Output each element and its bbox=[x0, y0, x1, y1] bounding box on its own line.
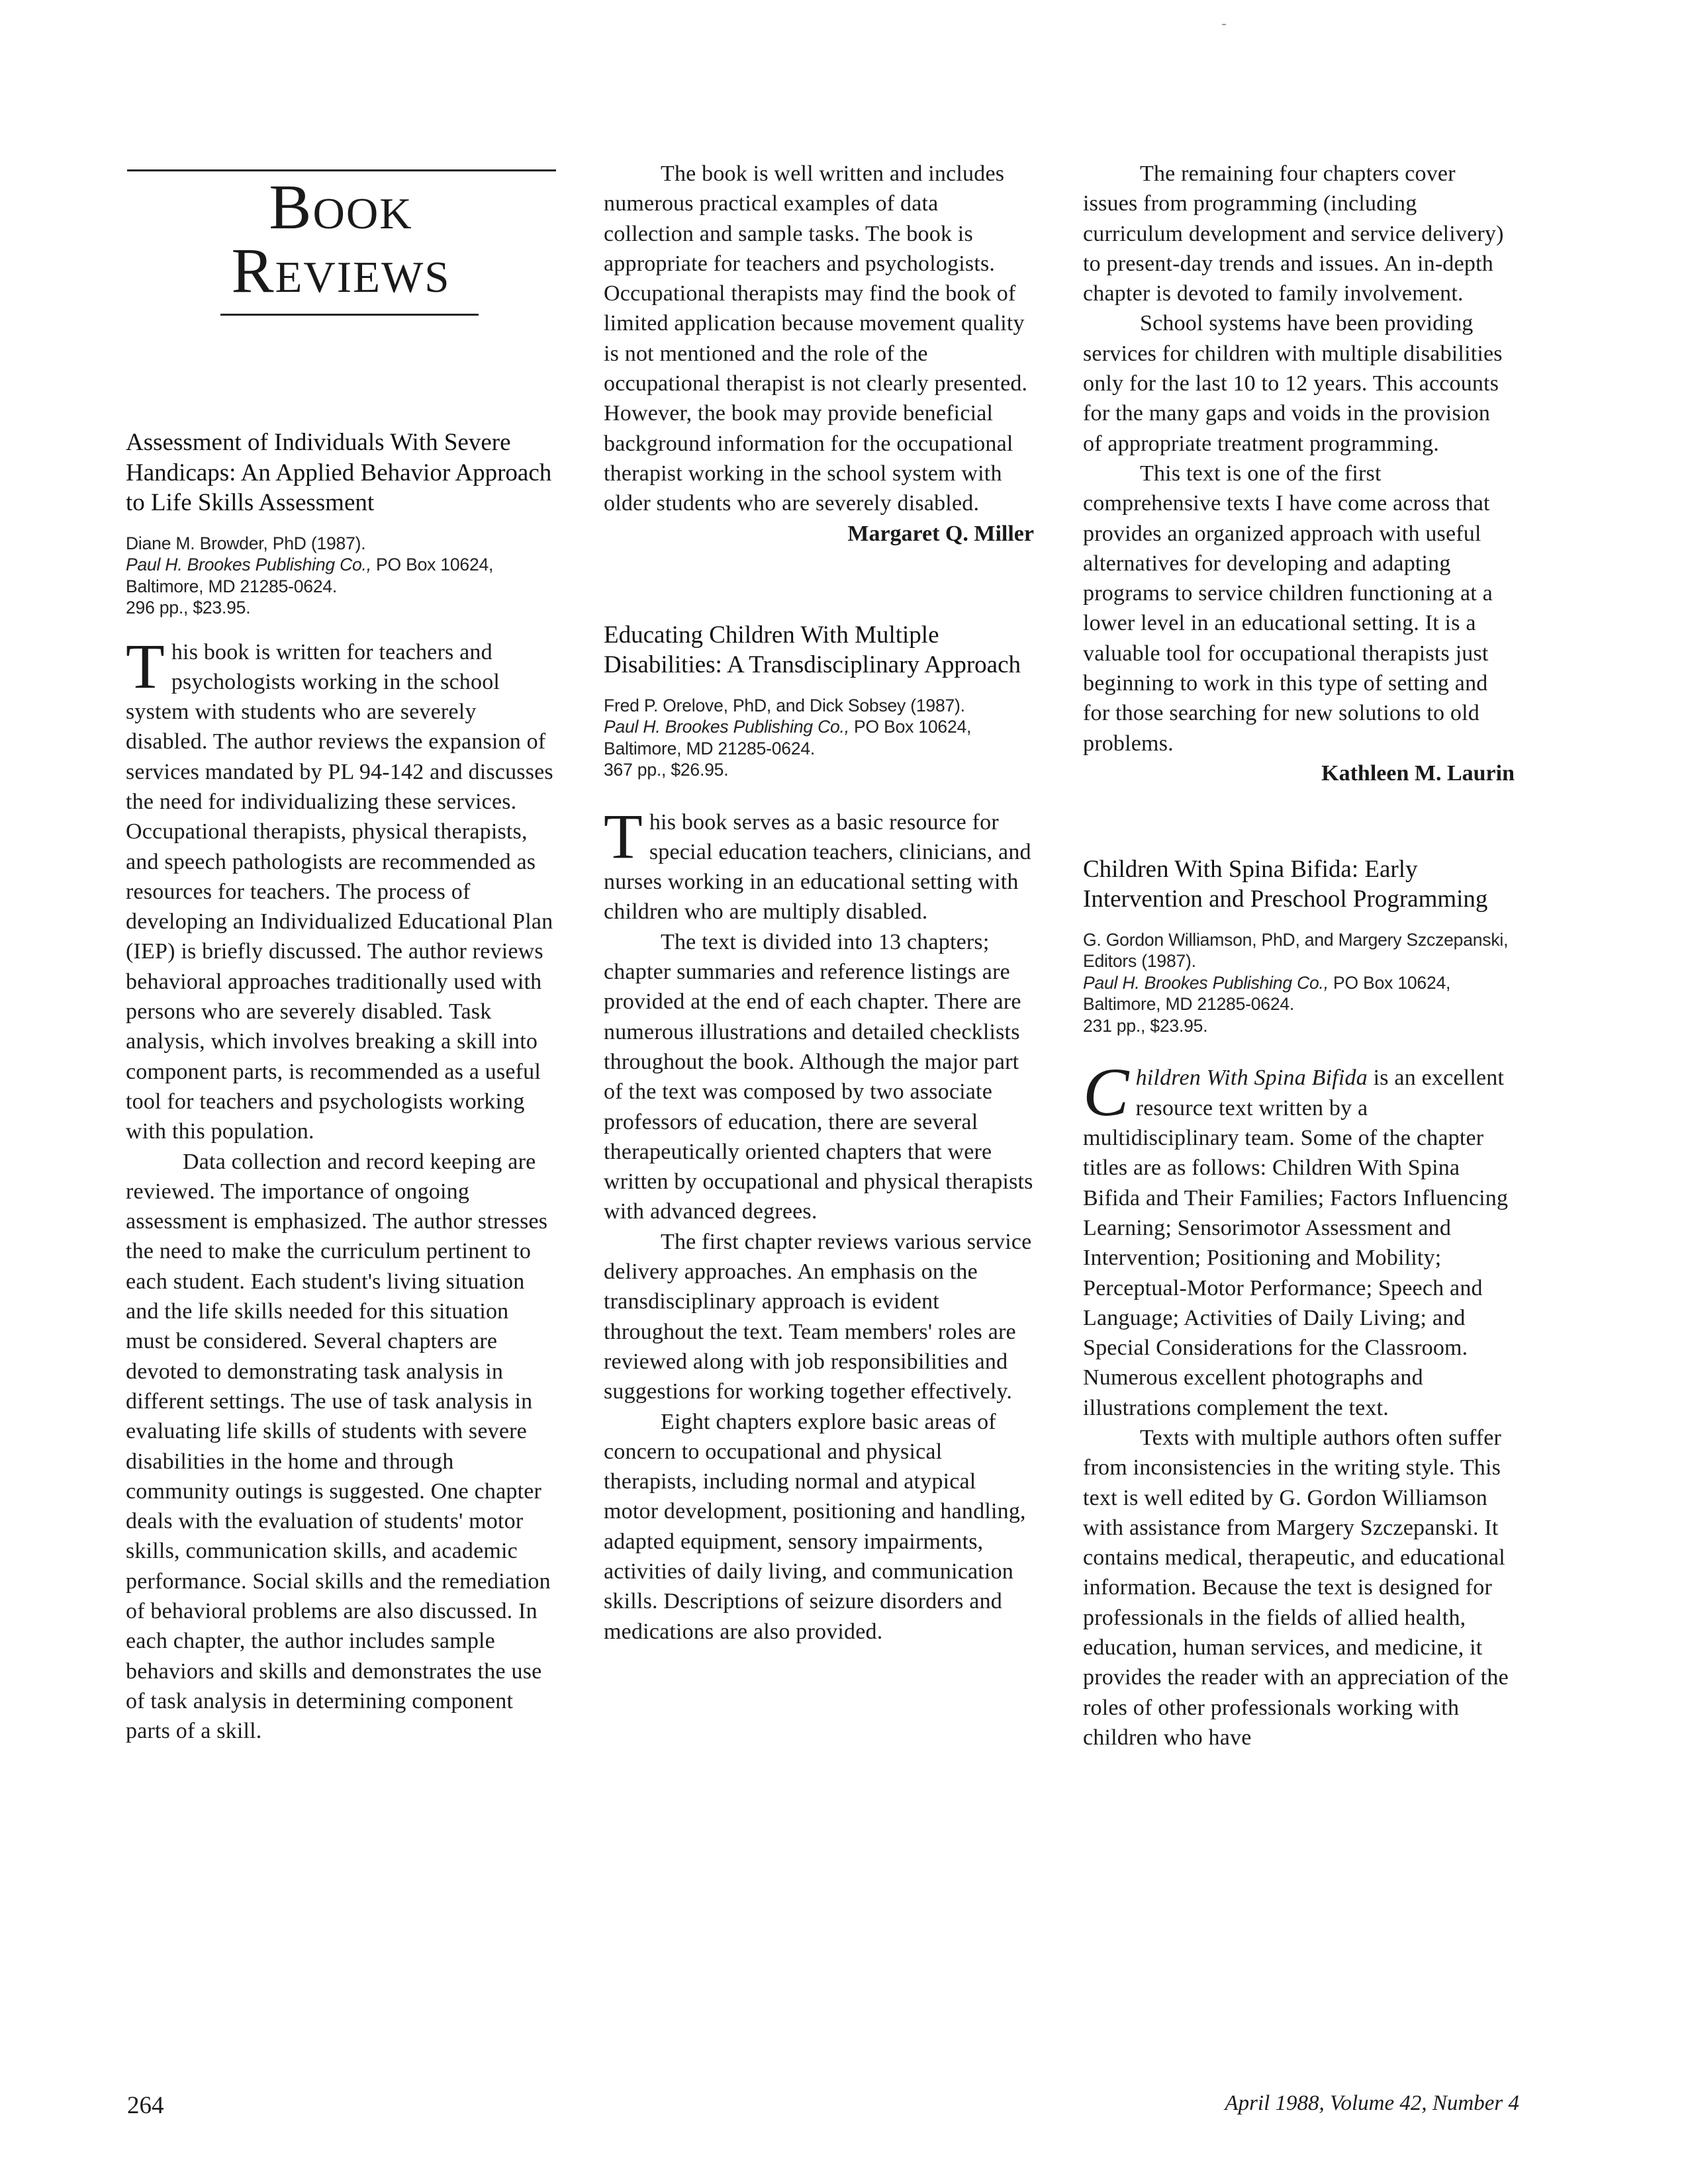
review-2-paragraph-5: The remaining four chapters cover issues from programming (including curriculum development and service delivery) to present-day trends and issues. An in-depth chapter is devoted to family involvement. bbox=[1083, 161, 1504, 306]
issue-info: April 1988, Volume 42, Number 4 bbox=[1225, 2091, 1519, 2115]
review-3-bibliography bbox=[1083, 929, 1515, 1037]
review-3-title: Children With Spina Bifida: Early Intervention and Preschool Programming bbox=[1083, 855, 1488, 913]
review-1-paragraph-2: Data collection and record keeping are reviewed. The importance of ongoing assessment is emphasized. The author stresses the need to make the curriculum pertinent to each student. Each student's living situation and the life skills needed for this situation must be considered. Several chapters are devoted to demonstrating task analysis in different settings. The use of task analysis in evaluating life skills of students with severe disabilities in the home and through community outings is suggested. One chapter deals with the evaluation of students' motor skills, communication skills, and academic performance. Social skills and the remediation of behavioral problems are also discussed. In each chapter, the author includes sample behaviors and skills and demonstrates the use of task analysis in determining component parts of a skill. bbox=[126, 1149, 551, 1744]
review-2-title: Educating Children With Multiple Disabilities: A Transdisciplinary Approach bbox=[604, 621, 1021, 679]
review-1-author: Diane M. Browder, PhD (1987). bbox=[126, 533, 366, 553]
review-3-book-title-italic: hildren With Spina Bifida bbox=[1135, 1066, 1368, 1091]
review-1-bibliography bbox=[126, 533, 556, 619]
review-2-paragraph-3: The first chapter reviews various service delivery approaches. An emphasis on the transdisciplinary approach is evident throughout the text. Team members' roles are reviewed along with job responsibilities and suggestions for working together effectively. bbox=[604, 1229, 1032, 1404]
header-rule-bottom bbox=[220, 314, 479, 316]
review-1-paragraph-3: The book is well written and includes numerous practical examples of data collection and sample tasks. The book is appropriate for teachers and psychologists. Occupational therapists may find the book of limited application because movement quality is not mentioned and the role of the occupational therapist is not clearly presented. However, the book may provide beneficial background information for the occupational therapist working in the school system with older students who are severely disabled. bbox=[604, 161, 1028, 516]
review-3-paragraph-1: Children With Spina Bifida is an excellent resource text written by a multidisciplinary team. Some of the chapter titles are as follows: Children With Spina Bifida and Their Families; Factors Influencing Learning; Sensorimotor Assessment and Intervention; Positioning and Mobility; Perceptual-Motor Performance; Speech and Language; Activities of Daily Living; and Special Considerations for the Classroom. Numerous excellent photographs and illustrations complement the text. bbox=[1083, 1054, 1509, 1420]
column-2 bbox=[604, 159, 1034, 1647]
review-3-address: PO Box 10624, Baltimore, MD 21285-0624. bbox=[1083, 972, 1451, 1015]
review-2-address: PO Box 10624, Baltimore, MD 21285-0624. bbox=[604, 717, 972, 758]
review-2-reviewer: Kathleen M. Laurin bbox=[1321, 760, 1515, 786]
review-3-publisher: Paul H. Brookes Publishing Co., bbox=[1083, 972, 1329, 993]
review-1-pages-price: 296 pp., $23.95. bbox=[126, 598, 251, 617]
review-2-paragraph-4: Eight chapters explore basic areas of concern to occupational and physical therapists, including normal and atypical motor development, positioning and handling, adapted equipment, sensory impairments, activities of daily living, and communication skills. Descriptions of seizure disorders and medications are also provided. bbox=[604, 1409, 1026, 1644]
review-2-paragraph-1: This book serves as a basic resource for special education teachers, clinicians, and nurses working in an educational setting with children who are multiply disabled. bbox=[604, 800, 1031, 925]
review-2-author: Fred P. Orelove, PhD, and Dick Sobsey (1987). bbox=[604, 695, 965, 715]
review-3-author: G. Gordon Williamson, PhD, and Margery Szczepanski, Editors (1987). bbox=[1083, 929, 1509, 972]
review-2-paragraph-6: School systems have been providing services for children with multiple disabilities only for the last 10 to 12 years. This accounts for the many gaps and voids in the provision of appropriate treatment programming. bbox=[1083, 311, 1503, 456]
review-2-publisher: Paul H. Brookes Publishing Co., bbox=[604, 717, 849, 737]
review-1-paragraph-1: This book is written for teachers and psychologists working in the school system with students who are severely disabled. The author reviews the expansion of services mandated by PL 94-142 and discusses the need for individualizing these services. Occupational therapists, physical therapists, and speech pathologists are recommended as resources for teachers. The process of developing an Individualized Educational Plan (IEP) is briefly discussed. The author reviews behavioral approaches traditionally used with persons who are severely disabled. Task analysis, which involves breaking a skill into component parts, is recommended as a useful tool for teachers and psychologists working with this population. bbox=[126, 630, 553, 1144]
review-1-reviewer: Margaret Q. Miller bbox=[847, 521, 1034, 546]
column-3 bbox=[1083, 159, 1515, 1752]
scan-mark bbox=[1222, 24, 1226, 25]
review-1-publisher: Paul H. Brookes Publishing Co., bbox=[126, 555, 371, 574]
review-3-pages-price: 231 pp., $23.95. bbox=[1083, 1015, 1208, 1036]
review-2-pages-price: 367 pp., $26.95. bbox=[604, 760, 729, 780]
review-1-address: PO Box 10624, Baltimore, MD 21285-0624. bbox=[126, 555, 494, 596]
column-1 bbox=[126, 428, 556, 1746]
section-title-line2: Reviews bbox=[231, 235, 451, 306]
review-1-title: Assessment of Individuals With Severe Handicaps: An Applied Behavior Approach to Life Skills Assessment bbox=[126, 429, 552, 516]
page-number: 264 bbox=[127, 2092, 164, 2119]
review-2-paragraph-7: This text is one of the first comprehensive texts I have come across that provides an organized approach with useful alternatives for developing and adapting programs to service children functioning at a lower level in an educational setting. It is a valuable tool for occupational therapists just beginning to work in this type of setting and for those searching for new solutions to old problems. bbox=[1083, 461, 1493, 756]
review-2-dropcap: T bbox=[604, 800, 643, 872]
review-2-paragraph-2: The text is divided into 13 chapters; chapter summaries and reference listings are provided at the end of each chapter. There are numerous illustrations and detailed checklists throughout the book. Although the major part of the text was composed by two associate professors of education, there are several therapeutically oriented chapters that were written by occupational and physical therapists with advanced degrees. bbox=[604, 929, 1033, 1224]
review-1-dropcap: T bbox=[126, 630, 165, 702]
review-2-bibliography bbox=[604, 695, 1034, 781]
section-title bbox=[126, 171, 556, 306]
section-title-line1: Book bbox=[269, 171, 413, 242]
review-3-dropcap: C bbox=[1083, 1054, 1129, 1131]
review-3-paragraph-2: Texts with multiple authors often suffer from inconsistencies in the writing style. This text is well edited by G. Gordon Williamson with assistance from Margery Szczepanski. It contains medical, therapeutic, and educational information. Because the text is designed for professionals in the fields of allied health, education, human services, and medicine, it provides the reader with an appreciation of the roles of other professionals working with children who have bbox=[1083, 1426, 1509, 1750]
